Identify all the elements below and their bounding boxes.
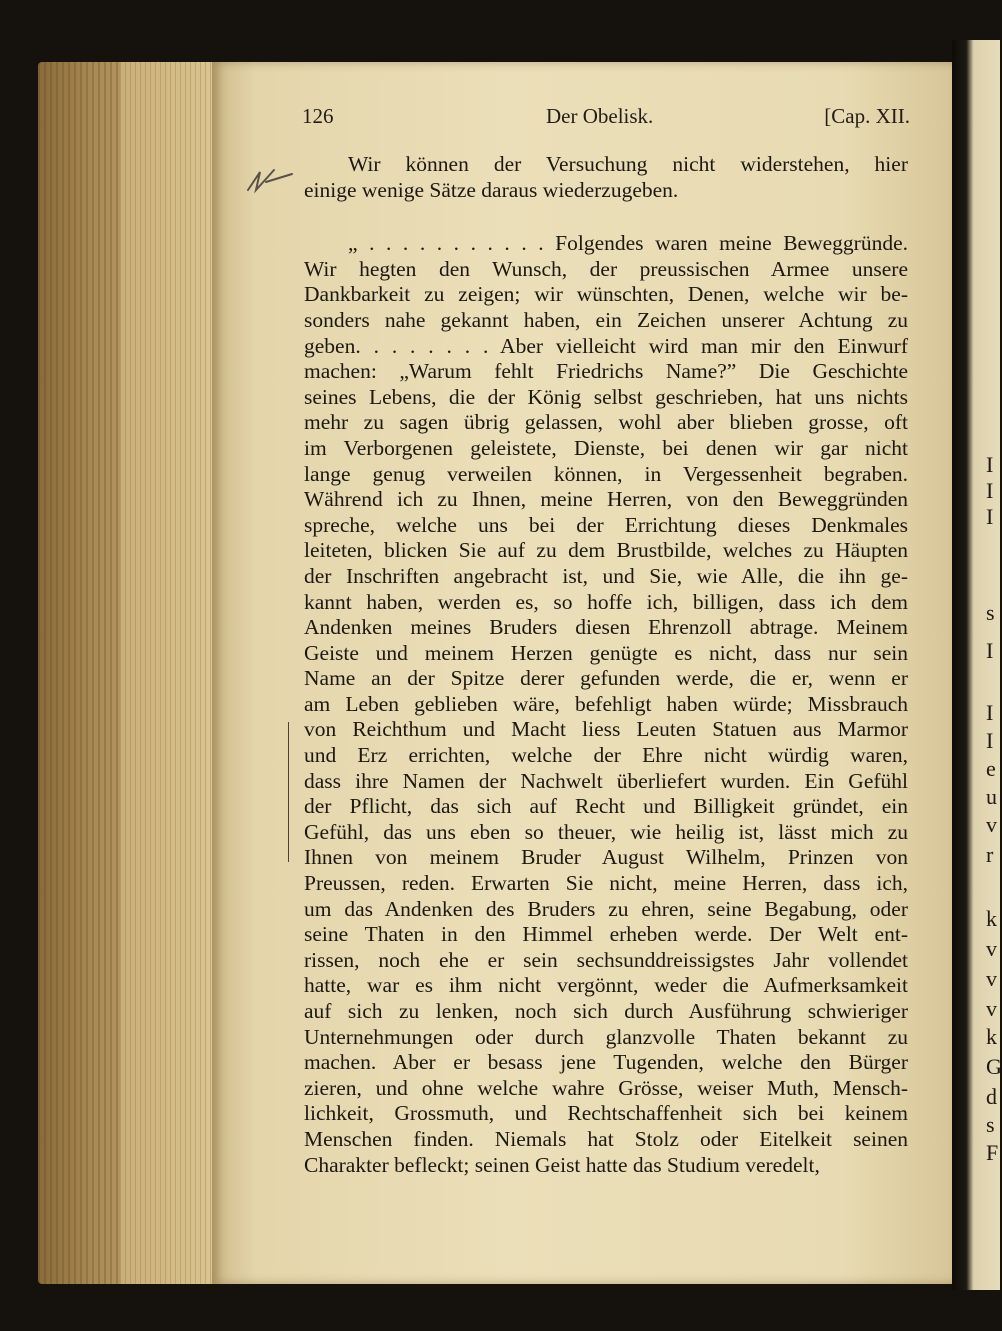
text-line: der Pflicht, das sich auf Recht und Billigkeit gründet, ein	[304, 794, 908, 819]
text-line: Wir hegten den Wunsch, der preussischen Armee unsere	[304, 256, 908, 281]
facing-page-letter: s	[986, 600, 995, 625]
text-line: hatte, war es ihm nicht vergönnt, weder die Aufmerksamkeit	[304, 973, 908, 998]
page-number: 126	[302, 104, 334, 128]
text-line: Geiste und meinem Herzen genügte es nicht, dass nur sein	[304, 640, 908, 665]
text-line: spreche, welche uns bei der Errichtung dieses Denkmales	[304, 512, 908, 537]
paragraph	[304, 152, 908, 203]
facing-page-letter: I	[986, 700, 994, 725]
facing-page-letter: v	[986, 966, 997, 991]
facing-page-letter: k	[986, 906, 997, 931]
text-line: Ihnen von meinem Bruder August Wilhelm, Prinzen von	[304, 845, 908, 870]
text-line: leiteten, blicken Sie auf zu dem Brustbilde, welches zu Häupten	[304, 538, 908, 563]
facing-page-letter: k	[986, 1024, 997, 1049]
facing-page-edge	[952, 40, 1000, 1290]
text-line: um das Andenken des Bruders zu ehren, seine Begabung, oder	[304, 896, 908, 921]
facing-page-letter: u	[986, 784, 997, 809]
text-line: Menschen finden. Niemals hat Stolz oder Eitelkeit seinen	[304, 1126, 908, 1151]
text-line: mehr zu sagen übrig gelassen, wohl aber blieben grosse, oft	[304, 410, 908, 435]
text-line: kannt haben, werden es, so hoffe ich, billigen, dass ich dem	[304, 589, 908, 614]
text-line: der Inschriften angebracht ist, und Sie, wie Alle, die ihn ge-	[304, 563, 908, 588]
facing-page-letter: r	[986, 842, 994, 867]
text-line: einige wenige Sätze daraus wiederzugeben.	[304, 177, 679, 202]
paragraph	[304, 231, 908, 1178]
facing-page-letter: F	[986, 1140, 999, 1165]
text-line: Gefühl, das uns eben so theuer, wie heilig ist, lässt mich zu	[304, 819, 908, 844]
text-line: Wir können der Versuchung nicht widerstehen, hier	[348, 152, 908, 176]
text-line: und Erz errichten, welche der Ehre nicht würdig waren,	[304, 743, 908, 768]
facing-page-letter: v	[986, 936, 997, 961]
text-line: geben. . . . . . . . Aber vielleicht wird man mir den Einwurf	[304, 333, 908, 358]
text-line: lange genug verweilen können, in Vergessenheit begraben.	[304, 461, 908, 486]
facing-page-letter: I	[986, 728, 994, 753]
chapter-label: [Cap. XII.	[824, 104, 910, 128]
text-line: lichkeit, Grossmuth, und Rechtschaffenheit sich bei keinem	[304, 1101, 908, 1126]
text-line: machen. Aber er besass jene Tugenden, welche den Bürger	[304, 1050, 908, 1075]
facing-page-letter: v	[986, 996, 997, 1021]
text-line: rissen, noch ehe er sein sechsunddreissigstes Jahr vollendet	[304, 947, 908, 972]
facing-page-letter: e	[986, 756, 996, 781]
facing-page-letter: I	[986, 638, 994, 663]
margin-pencil-line	[288, 722, 299, 862]
facing-page-letter: v	[986, 812, 997, 837]
handwritten-pencil-mark	[244, 160, 296, 200]
facing-page-letter: G	[986, 1054, 1002, 1079]
running-title: Der Obelisk.	[546, 104, 654, 128]
facing-page-letter: d	[986, 1084, 997, 1109]
page-header	[302, 104, 910, 134]
text-line: zieren, und ohne welche wahre Grösse, weiser Muth, Mensch-	[304, 1075, 908, 1100]
text-line: machen: „Warum fehlt Friedrichs Name?” Die Geschichte	[304, 359, 908, 384]
book-page-edges-inner	[120, 62, 225, 1284]
text-line: von Reichthum und Macht liess Leuten Statuen aus Marmor	[304, 717, 908, 742]
text-line: Andenken meines Bruders diesen Ehrenzoll abtrage. Meinem	[304, 615, 908, 640]
text-line: Während ich zu Ihnen, meine Herren, von den Beweggründen	[304, 487, 908, 512]
text-line: seines Lebens, die der König selbst geschrieben, hat uns nichts	[304, 384, 908, 409]
text-line: am Leben geblieben wäre, befehligt haben würde; Missbrauch	[304, 691, 908, 716]
facing-page-letter: I	[986, 452, 994, 477]
text-line: dass ihre Namen der Nachwelt überliefert wurden. Ein Gefühl	[304, 768, 908, 793]
text-line: Dankbarkeit zu zeigen; wir wünschten, Denen, welche wir be-	[304, 282, 908, 307]
text-line: Name an der Spitze derer gefunden werde, die er, wenn er	[304, 666, 908, 691]
text-line: auf sich zu lenken, noch sich durch Ausführung schwieriger	[304, 999, 908, 1023]
facing-page-letter: I	[986, 478, 994, 503]
facing-page-letter: I	[986, 504, 994, 529]
page-body-text	[304, 152, 908, 1178]
text-line: im Verborgenen geleistete, Dienste, bei denen wir gar nicht	[304, 435, 908, 460]
text-line: Charakter befleckt; seinen Geist hatte das Studium veredelt,	[304, 1152, 820, 1177]
text-line: „ . . . . . . . . . . . Folgendes waren meine Beweggründe.	[348, 231, 908, 256]
text-line: Preussen, reden. Erwarten Sie nicht, meine Herren, dass ich,	[304, 871, 908, 896]
text-line: Unternehmungen oder durch glanzvolle Thaten bekannt zu	[304, 1024, 908, 1049]
text-line: sonders nahe gekannt haben, ein Zeichen unserer Achtung zu	[304, 307, 908, 332]
text-line: seine Thaten in den Himmel erheben werde. Der Welt ent-	[304, 922, 908, 947]
facing-page-letter: s	[986, 1112, 995, 1137]
